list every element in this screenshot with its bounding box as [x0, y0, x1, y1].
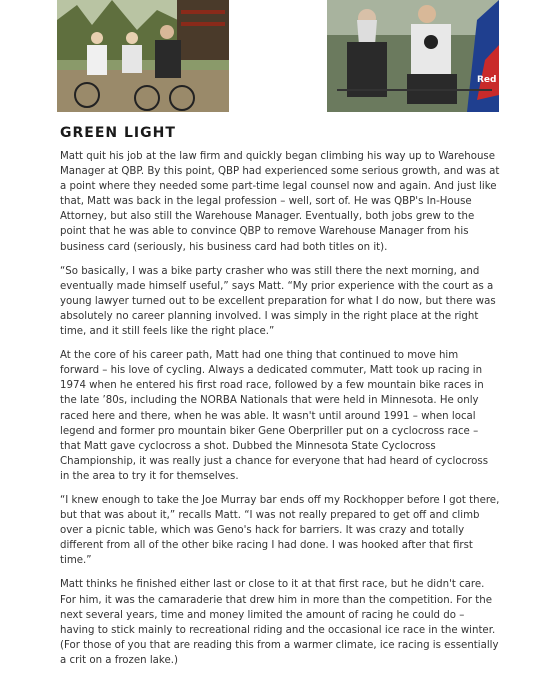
paragraph-3: At the core of his career path, Matt had one thing that continued to move him forward – his love of cycling. Always a dedicated commuter, Matt took up racing in 1974 when he entered his first road race, followed by a few mountain bike races in the late ’80s, including the NORBA Nationals that were held in Minnesota. He only raced here and there, when he was able. It wasn't until around 1991 – when local legend and former pro mountain biker Gene Oberpriller put on a cyclocross race – that Matt gave cyclocross a shot. Dubbed the Minnesota State Cyclocross Championship, it was really just a chance for everyone that had heard of cyclocross in the area to try it for themselves. — [60, 350, 489, 482]
photo-cyclocross-racers — [327, 0, 499, 112]
paragraph-2: “So basically, I was a bike party crasher who was still there the next morning, and eventually made himself useful,” says Matt. “My prior experience with the court as a young lawyer turned out to be excellent preparation for what I do now, but there was absolutely no career planning involved. I was simply in the right place at the right time, and it still feels like the right place.” — [60, 265, 496, 338]
photo-cyclists-group — [57, 0, 229, 112]
sign-text: Red — [477, 75, 497, 85]
paragraph-4: “I knew enough to take the Joe Murray bar ends off my Rockhopper before I got there, but that was about it,” recalls Matt. “I was not really prepared to get off and climb over a picnic table, which was Geno's hack for barriers. It was crazy and totally different from all of the other bike racing I had done. I was hooked after that first time.” — [60, 494, 500, 567]
photo-cyclists-group-icon — [57, 0, 229, 112]
paragraph-1: Matt quit his job at the law firm and quickly began climbing his way up to Warehouse Manager at QBP. By this point, QBP had experienced some serious growth, and was at a point where they needed some part-time legal counsel now and again. And just like that, Matt was back in the legal profession – well, sort of. He was QBP's In-House Attorney, but also still the Warehouse Manager. Eventually, both jobs grew to the point that he was able to convince QBP to remove Warehouse Manager from his business card (seriously, his business card had both titles on it). — [60, 151, 500, 253]
section-heading: GREEN LIGHT — [60, 125, 176, 141]
photo-cyclocross-racers-icon — [327, 0, 499, 112]
article — [60, 125, 500, 677]
paragraph-5: Matt thinks he finished either last or close to it at that first race, but he didn't care. For him, it was the camaraderie that drew him in more than the competition. For the next several years, time and money limited the amount of racing he could do – having to stick mainly to recreational riding and the occasional ice race in the winter. (For those of you that are reading this from a warmer climate, ice racing is essentially a crit on a frozen lake.) — [60, 579, 499, 666]
